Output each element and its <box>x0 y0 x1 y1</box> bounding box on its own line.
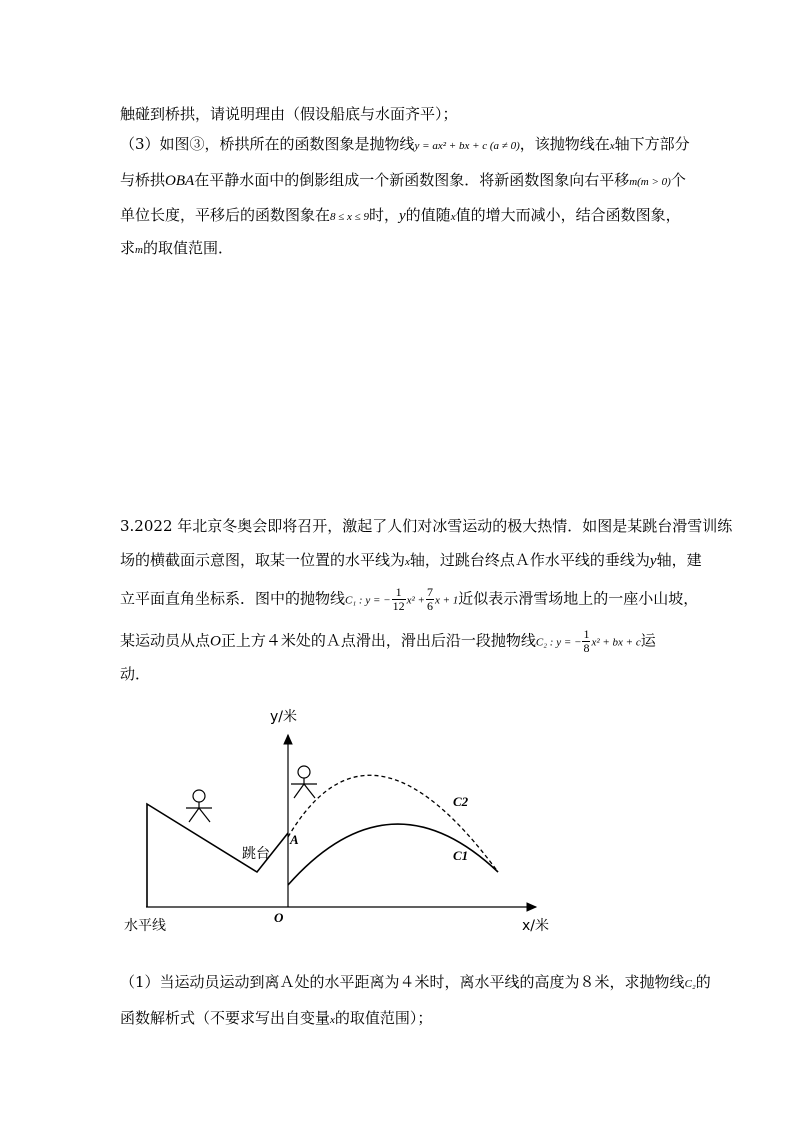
q3-formula: y = ax² + bx + c (a ≠ 0) <box>414 140 520 152</box>
p3-text-line-5: 动． <box>120 665 151 683</box>
p3-text-line-1: 3.2022 年北京冬奥会即将召开，激起了人们对冰雪运动的极大热情．如图是某跳台滑雪训练 <box>120 517 733 535</box>
c2-label: C2 <box>453 794 469 809</box>
c1-label: C1 <box>453 848 469 863</box>
skier-icon-slope <box>186 790 212 822</box>
fraction-1-12: $\frac{1}{12}$ <box>392 585 405 613</box>
p3-text-line-3: 立平面直角坐标系．图中的抛物线C₁ : y = − $\frac{1}{12}$ x² + $\frac{7}{6}$ x + 1近似表示滑雪场地上的一座小山坡， <box>120 585 699 613</box>
q3-text-line-1: （3）如图③，桥拱所在的函数图象是抛物线y = ax² + bx + c (a ≠ 0)，该抛物线在x轴下方部分 <box>120 135 690 153</box>
x-axis-label: x/米 <box>522 918 550 934</box>
q1-text-line-1: （1）当运动员运动到离Ａ处的水平距离为４米时，离水平线的高度为８米，求抛物线C₂的 <box>120 973 711 991</box>
y-axis-label: y/米 <box>270 709 298 725</box>
fraction-7-6: $\frac{7}{6}$ <box>426 585 433 613</box>
q3-text-line-3: 单位长度，平移后的函数图象在8 ≤ x ≤ 9时，y的值随x值的增大而减小，结合函数图象， <box>120 206 681 224</box>
p3-text-line-4: 某运动员从点O正上方４米处的Ａ点滑出，滑出后沿一段抛物线C₂ : y = − $\frac{1}{8}$ x² + bx + c运 <box>120 627 656 655</box>
origin-label: O <box>274 910 284 925</box>
skier-icon-air <box>291 766 317 798</box>
point-a-label: A <box>290 832 299 847</box>
p3-text-line-2: 场的横截面示意图，取某一位置的水平线为x轴，过跳台终点Ａ作水平线的垂线为y轴，建 <box>120 551 702 569</box>
platform-label: 跳台 <box>242 846 270 862</box>
q3-text-line-2: 与桥拱OBA在平静水面中的倒影组成一个新函数图象．将新函数图象向右平移m(m > 0)个 <box>120 171 686 189</box>
q3-text-line-4: 求m的取值范围． <box>120 239 233 257</box>
fraction-1-8: $\frac{1}{8}$ <box>583 627 590 655</box>
ski-jump-diagram <box>110 700 560 940</box>
horizon-label: 水平线 <box>124 918 166 934</box>
q2-text-line: 触碰到桥拱，请说明理由（假设船底与水面齐平）； <box>120 105 458 123</box>
q1-text-line-2: 函数解析式（不要求写出自变量x的取值范围）； <box>120 1009 433 1027</box>
